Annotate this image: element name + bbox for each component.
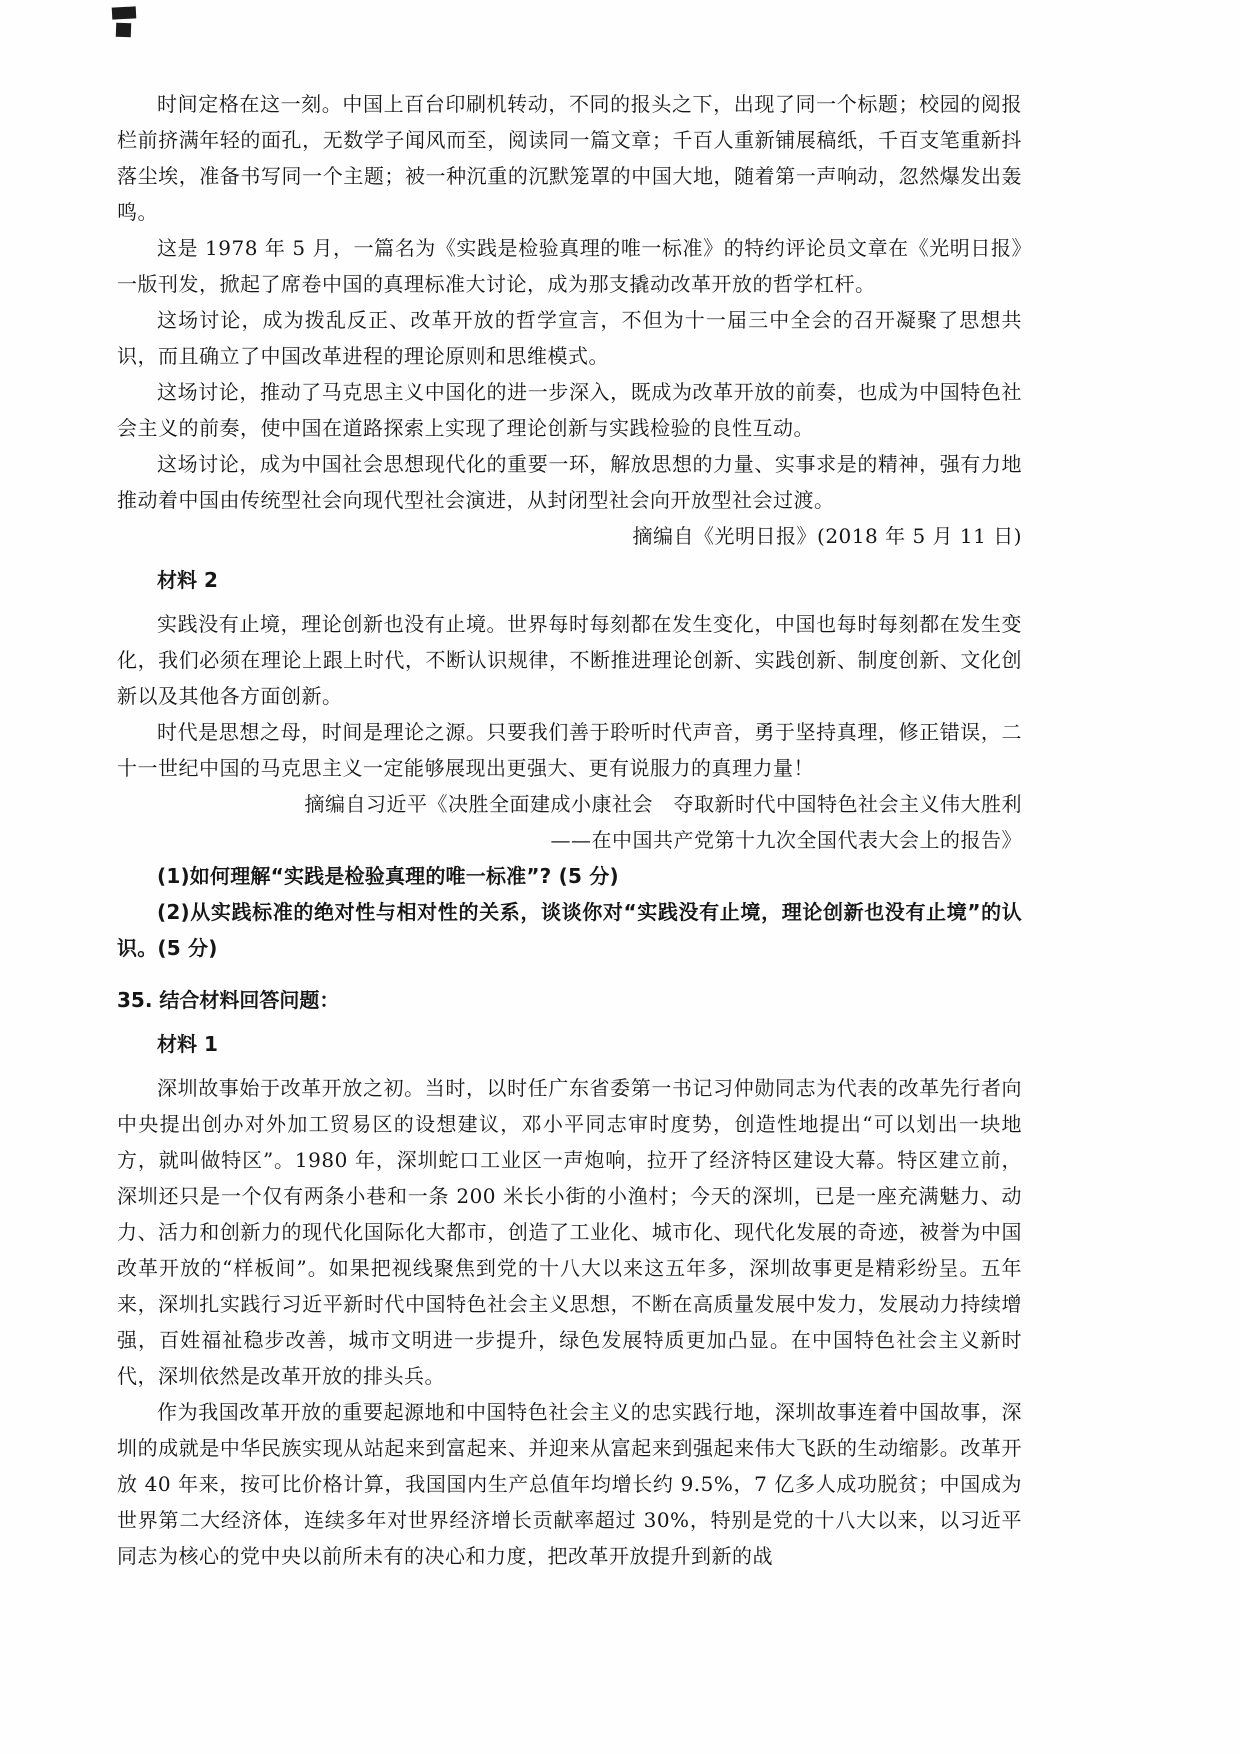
scan-artifact <box>116 23 131 38</box>
material2-paragraph: 时代是思想之母，时间是理论之源。只要我们善于聆听时代声音，勇于坚持真理，修正错误，二十一世纪中国的马克思主义一定能够展现出更强大、更有说服力的真理力量！ <box>117 720 1022 780</box>
source-citation-guangming-daily: 摘编自《光明日报》(2018 年 5 月 11 日) <box>632 524 1022 548</box>
material2-label: 材料 2 <box>157 568 218 592</box>
material1-label: 材料 1 <box>157 1032 218 1056</box>
material1-paragraph: 这场讨论，成为中国社会思想现代化的重要一环，解放思想的力量、实事求是的精神，强有力地推动着中国由传统型社会向现代型社会演进，从封闭型社会向开放型社会过渡。 <box>117 452 1022 512</box>
scan-artifact <box>112 6 137 19</box>
source-citation-19th-congress-report-line1: 摘编自习近平《决胜全面建成小康社会 夺取新时代中国特色社会主义伟大胜利 <box>304 792 1022 816</box>
question-34-part2: (2)从实践标准的绝对性与相对性的关系，谈谈你对“实践没有止境，理论创新也没有止境”的认识。(5 分) <box>117 900 1022 960</box>
question-35-header: 35. 结合材料回答问题： <box>117 988 340 1012</box>
question35-material1-paragraph: 深圳故事始于改革开放之初。当时，以时任广东省委第一书记习仲勋同志为代表的改革先行者向中央提出创办对外加工贸易区的设想建议，邓小平同志审时度势，创造性地提出“可以划出一块地方，就叫做特区”。1980 年，深圳蛇口工业区一声炮响，拉开了经济特区建设大幕。特区建立前，深圳还只是一个仅有两条小巷和一条 200 米长小街的小渔村；今天的深圳，已是一座充满魅力、动力、活力和创新力的现代化国际化大都市，创造了工业化、城市化、现代化发展的奇迹，被誉为中国改革开放的“样板间”。如果把视线聚焦到党的十八大以来这五年多，深圳故事更是精彩纷呈。五年来，深圳扎实践行习近平新时代中国特色社会主义思想，不断在高质量发展中发力，发展动力持续增强，百姓福祉稳步改善，城市文明进一步提升，绿色发展特质更加凸显。在中国特色社会主义新时代，深圳依然是改革开放的排头兵。 <box>117 1076 1022 1388</box>
question35-material1-paragraph: 作为我国改革开放的重要起源地和中国特色社会主义的忠实践行地，深圳故事连着中国故事，深圳的成就是中华民族实现从站起来到富起来、并迎来从富起来到强起来伟大飞跃的生动缩影。改革开放 40 年来，按可比价格计算，我国国内生产总值年均增长约 9.5%，7 亿多人成功脱贫；中国成为世界第二大经济体，连续多年对世界经济增长贡献率超过 30%，特别是党的十八大以来，以习近平同志为核心的党中央以前所未有的决心和力度，把改革开放提升到新的战 <box>117 1400 1022 1568</box>
material1-paragraph: 时间定格在这一刻。中国上百台印刷机转动，不同的报头之下，出现了同一个标题；校园的阅报栏前挤满年轻的面孔，无数学子闻风而至，阅读同一篇文章；千百人重新铺展稿纸，千百支笔重新抖落尘埃，准备书写同一个主题；被一种沉重的沉默笼罩的中国大地，随着第一声响动，忽然爆发出轰鸣。 <box>117 92 1022 224</box>
material1-paragraph: 这场讨论，推动了马克思主义中国化的进一步深入，既成为改革开放的前奏，也成为中国特色社会主义的前奏，使中国在道路探索上实现了理论创新与实践检验的良性互动。 <box>117 380 1022 440</box>
material1-paragraph: 这场讨论，成为拨乱反正、改革开放的哲学宣言，不但为十一届三中全会的召开凝聚了思想共识，而且确立了中国改革进程的理论原则和思维模式。 <box>117 308 1022 368</box>
page-content <box>117 86 1022 1574</box>
source-citation-19th-congress-report-line2: ——在中国共产党第十九次全国代表大会上的报告》 <box>550 828 1022 852</box>
material2-paragraph: 实践没有止境，理论创新也没有止境。世界每时每刻都在发生变化，中国也每时每刻都在发生变化，我们必须在理论上跟上时代，不断认识规律，不断推进理论创新、实践创新、制度创新、文化创新以及其他各方面创新。 <box>117 612 1022 708</box>
question-34-part1: (1)如何理解“实践是检验真理的唯一标准”? (5 分) <box>157 864 619 888</box>
material1-paragraph: 这是 1978 年 5 月，一篇名为《实践是检验真理的唯一标准》的特约评论员文章在《光明日报》一版刊发，掀起了席卷中国的真理标准大讨论，成为那支撬动改革开放的哲学杠杆。 <box>117 236 1022 296</box>
